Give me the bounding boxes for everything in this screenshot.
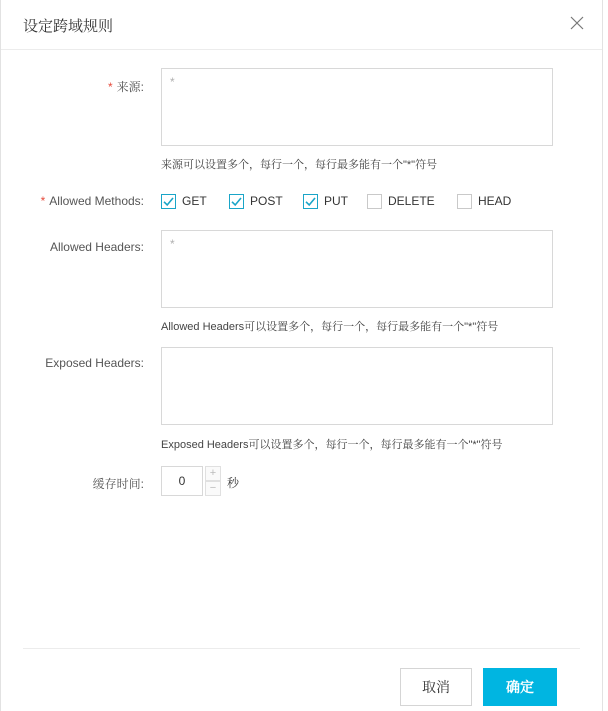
dialog-header xyxy=(1,0,602,50)
checkbox-checked-icon[interactable] xyxy=(303,194,318,209)
dialog-title: 设定跨域规则 xyxy=(23,18,114,35)
method-label-post: POST xyxy=(250,194,283,208)
exposed-headers-help-text: Exposed Headers可以设置多个，每行一个，每行最多能有一个"*"符号 xyxy=(161,439,503,451)
allowed-headers-label: Allowed Headers: xyxy=(49,240,144,254)
required-mark: * xyxy=(107,80,113,94)
method-label-get: GET xyxy=(182,194,207,208)
exposed-headers-label: Exposed Headers: xyxy=(45,356,144,370)
checkbox-checked-icon[interactable] xyxy=(161,194,176,209)
allowed-headers-textarea[interactable] xyxy=(161,230,553,308)
method-checkbox-put[interactable] xyxy=(303,192,348,210)
method-label-head: HEAD xyxy=(478,194,512,208)
checkbox-unchecked-icon[interactable] xyxy=(367,194,382,209)
methods-label xyxy=(41,194,144,208)
confirm-button[interactable]: 确定 xyxy=(483,668,557,706)
close-icon[interactable] xyxy=(568,14,586,32)
header-divider xyxy=(1,49,602,50)
footer-divider xyxy=(23,648,580,649)
cache-time-input[interactable] xyxy=(161,466,203,496)
exposed-headers-textarea[interactable] xyxy=(161,347,553,425)
origin-help-text: 来源可以设置多个，每行一个，每行最多能有一个"*"符号 xyxy=(161,159,438,171)
checkbox-checked-icon[interactable] xyxy=(229,194,244,209)
method-label-put: PUT xyxy=(324,194,348,208)
method-label-delete: DELETE xyxy=(388,194,435,208)
increment-button[interactable]: + xyxy=(205,466,221,481)
method-checkbox-head[interactable] xyxy=(457,192,511,210)
cancel-button[interactable]: 取消 xyxy=(400,668,472,706)
method-checkbox-post[interactable] xyxy=(229,192,283,210)
required-mark: * xyxy=(40,194,46,208)
methods-label-text: Allowed Methods: xyxy=(49,194,144,208)
origin-textarea[interactable] xyxy=(161,68,553,146)
method-checkbox-get[interactable] xyxy=(161,192,207,210)
checkbox-unchecked-icon[interactable] xyxy=(457,194,472,209)
origin-label xyxy=(108,78,144,95)
allowed-headers-help-text: Allowed Headers可以设置多个，每行一个，每行最多能有一个"*"符号 xyxy=(161,321,499,333)
cache-time-unit: 秒 xyxy=(227,476,240,490)
decrement-button[interactable]: − xyxy=(205,481,221,496)
method-checkbox-delete[interactable] xyxy=(367,192,435,210)
origin-label-text: 来源: xyxy=(116,80,144,94)
cache-time-label: 缓存时间: xyxy=(92,477,144,491)
